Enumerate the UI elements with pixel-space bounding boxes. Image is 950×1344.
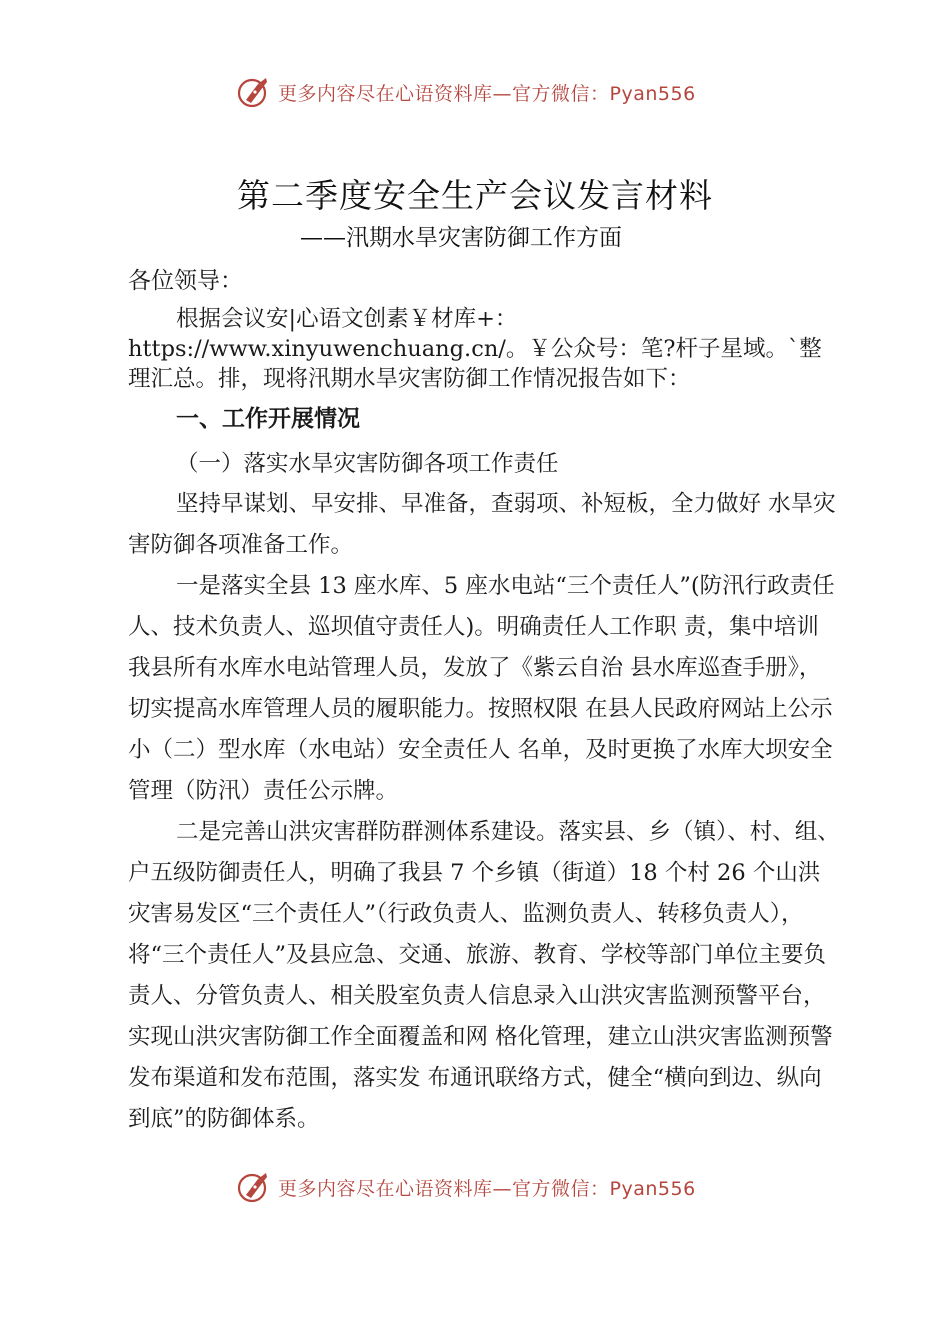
- pen-nib-icon: [236, 1169, 272, 1205]
- paragraph-3-text: 二是完善山洪灾害群防群测体系建设。落实县、乡（镇）、村、组、户五级防御责任人，明确了我县 7 个乡镇（街道）18 个村 26 个山洪灾害易发区“三个责任人”（行政负责人、监测负责人、转移负责人），将“三个责任人”及县应急、交通、旅游、教育、学校等部门单位主要负责人、分管负责人、相关股室负责人信息录入山洪灾害监测预警平台，实现山洪灾害防御工作全面覆盖和网 格化管理，建立山洪灾害监测预警发布渠道和发布范围，落实发 布通讯联络方式，健全“横向到边、纵向到底”的防御体系。: [128, 819, 840, 1132]
- intro-text: 根据会议安|心语文创素￥材库+：https://www.xinyuwenchuang.cn/。￥公众号：笔?杆子星域。`整理汇总。排，现将汛期水旱灾害防御工作情况报告如下：: [128, 306, 822, 392]
- pen-nib-icon: [236, 74, 272, 110]
- document-title: 第二季度安全生产会议发言材料: [237, 176, 713, 215]
- section-heading: 一、工作开展情况: [176, 406, 360, 432]
- paragraph-1-text: 坚持早谋划、早安排、早准备，查弱项、补短板，全力做好 水旱灾害防御各项准备工作。: [128, 491, 836, 558]
- banner-text: 更多内容尽在心语资料库—官方微信：Pyan556: [278, 82, 696, 105]
- paragraph-2-text: 一是落实全县 13 座水库、5 座水电站“三个责任人”(防汛行政责任人、技术负责人、巡坝值守责任人)。明确责任人工作职 责，集中培训我县所有水库水电站管理人员，发放了《紫云自治 县水库巡查手册》，切实提高水库管理人员的履职能力。按照权限 在县人民政府网站上公示小（二）型水库（水电站）安全责任人 名单，及时更换了水库大坝安全管理（防汛）责任公示牌。: [128, 573, 835, 804]
- paragraph-2: [128, 566, 840, 812]
- document-subtitle: ——汛期水旱灾害防御工作方面: [300, 225, 622, 251]
- banner-text: 更多内容尽在心语资料库—官方微信：Pyan556: [278, 1177, 696, 1200]
- header-banner: [236, 72, 696, 112]
- salutation: 各位领导：: [128, 268, 243, 294]
- footer-banner: [236, 1167, 696, 1207]
- subsection-heading: （一）落实水旱灾害防御各项工作责任: [176, 451, 559, 477]
- paragraph-1: [128, 484, 840, 566]
- paragraph-3: [128, 812, 840, 1140]
- intro-paragraph: [128, 304, 840, 394]
